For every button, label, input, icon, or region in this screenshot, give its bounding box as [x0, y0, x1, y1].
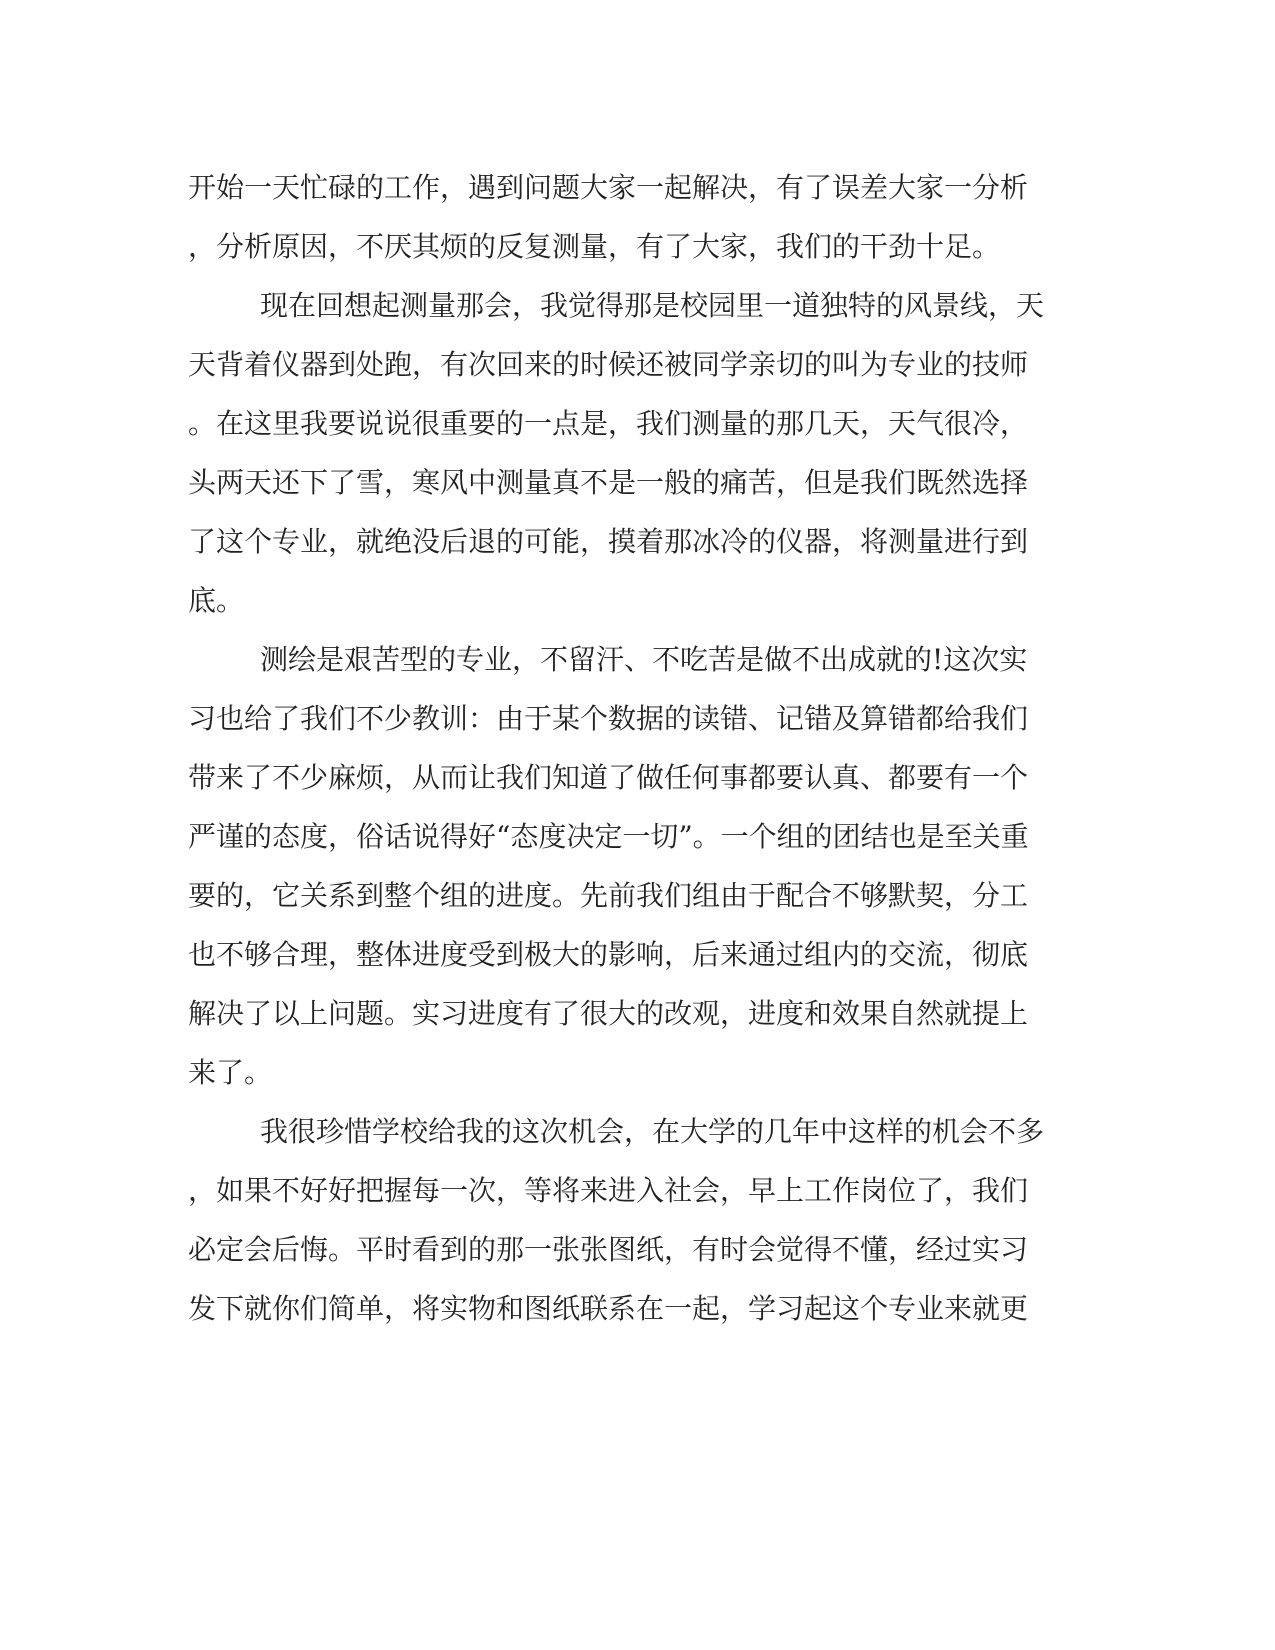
- text-line: 了这个专业，就绝没后退的可能，摸着那冰冷的仪器，将测量进行到: [188, 525, 1029, 558]
- text-line: 现在回想起测量那会，我觉得那是校园里一道独特的风景线，天: [260, 289, 1045, 322]
- text-line: 头两天还下了雪，寒风中测量真不是一般的痛苦，但是我们既然选择: [188, 466, 1029, 499]
- text-line: 底。: [188, 584, 245, 617]
- text-line: 要的，它关系到整个组的进度。先前我们组由于配合不够默契，分工: [188, 879, 1029, 912]
- text-line: 天背着仪器到处跑，有次回来的时候还被同学亲切的叫为专业的技师: [188, 348, 1029, 381]
- text-line: 习也给了我们不少教训：由于某个数据的读错、记错及算错都给我们: [188, 702, 1029, 735]
- text-line: 解决了以上问题。实习进度有了很大的改观，进度和效果自然就提上: [188, 997, 1029, 1030]
- text-line: ，分析原因，不厌其烦的反复测量，有了大家，我们的干劲十足。: [188, 230, 1001, 263]
- text-line: 也不够合理，整体进度受到极大的影响，后来通过组内的交流，彻底: [188, 938, 1029, 971]
- text-line: 。在这里我要说说很重要的一点是，我们测量的那几天，天气很冷，: [188, 407, 1029, 440]
- text-line: ，如果不好好把握每一次，等将来进入社会，早上工作岗位了，我们: [188, 1174, 1029, 1207]
- body-text: [188, 158, 1088, 1338]
- text-line: 来了。: [188, 1056, 273, 1089]
- text-line: 发下就你们简单，将实物和图纸联系在一起，学习起这个专业来就更: [188, 1292, 1029, 1325]
- text-line: 必定会后悔。平时看到的那一张张图纸，有时会觉得不懂，经过实习: [188, 1233, 1029, 1266]
- text-line: 我很珍惜学校给我的这次机会，在大学的几年中这样的机会不多: [260, 1115, 1045, 1148]
- text-line: 严谨的态度，俗话说得好“态度决定一切”。一个组的团结也是至关重: [188, 820, 1029, 853]
- text-line: 带来了不少麻烦，从而让我们知道了做任何事都要认真、都要有一个: [188, 761, 1029, 794]
- text-line: 测绘是艰苦型的专业，不留汗、不吃苦是做不出成就的!这次实: [260, 643, 1028, 676]
- text-line: 开始一天忙碌的工作，遇到问题大家一起解决，有了误差大家一分析: [188, 171, 1029, 204]
